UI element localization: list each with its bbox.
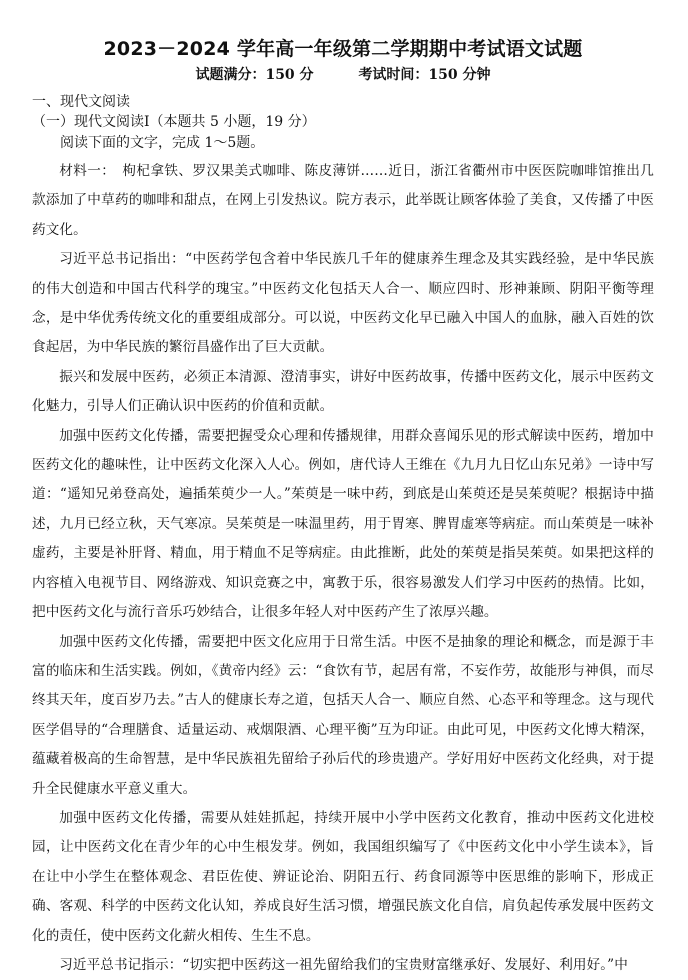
reading-passage: [32, 157, 654, 980]
score-info: 试题满分：150 分: [195, 67, 314, 83]
passage-paragraph: 加强中医药文化传播，需要把握受众心理和传播规律，用群众喜闻乐见的形式解读中医药，增加中医药文化的趣味性，让中医药文化深入人心。例如，唐代诗人王维在《九月九日忆山东兄弟》一诗中写道：“遥知兄弟登高处，遍插茱萸少一人。”茱萸是一味中药，到底是山茱萸还是吴茱萸呢？根据诗中描述，九月已经立秋，天气寒凉。吴茱萸是一味温里药，用于胃寒、脾胃虚寒等病症。而山茱萸是一味补虚药，主要是补肝肾、精血，用于精血不足等病症。由此推断，此处的茱萸是指吴茱萸。如果把这样的内容植入电视节目、网络游戏、知识竞赛之中，寓教于乐，很容易激发人们学习中医药的热情。比如，把中医药文化与流行音乐巧妙结合，让很多年轻人对中医药产生了浓厚兴趣。: [32, 427, 654, 621]
section-heading: 一、现代文阅读: [32, 94, 130, 110]
passage-paragraph: 加强中医药文化传播，需要把中医文化应用于日常生活。中医不是抽象的理论和概念，而是源于丰富的临床和生活实践。例如，《黄帝内经》云：“食饮有节，起居有常，不妄作劳，故能形与神俱，而尽终其天年，度百岁乃去。”古人的健康长寿之道，包括天人合一、顺应自然、心态平和等理念。这与现代医学倡导的“合理膳食、适量运动、戒烟限酒、心理平衡”互为印证。由此可见，中医药文化博大精深，蕴藏着极高的生命智慧，是中华民族祖先留给子孙后代的珍贵遗产。学好用好中医药文化经典，对于提升全民健康水平意义重大。: [32, 633, 654, 797]
passage-paragraph: 振兴和发展中医药，必须正本清源、澄清事实，讲好中医药故事，传播中医药文化，展示中医药文化魅力，引导人们正确认识中医药的价值和贡献。: [32, 368, 654, 415]
reading-instruction: 阅读下面的文字，完成 1～5题。: [60, 135, 265, 151]
exam-info: [32, 64, 654, 86]
section-subheading: （一）现代文阅读Ⅰ（本题共 5 小题，19 分）: [32, 114, 316, 130]
exam-title: 2023－2024 学年高一年级第二学期期中考试语文试题: [103, 38, 583, 60]
time-info: 考试时间：150 分钟: [358, 67, 491, 83]
passage-paragraph: 习近平总书记指出：“中医药学包含着中华民族几千年的健康养生理念及其实践经验，是中华民族的伟大创造和中国古代科学的瑰宝。”中医药文化包括天人合一、顺应四时、形神兼顾、阴阳平衡等理念，是中华优秀传统文化的重要组成部分。可以说，中医药文化早已融入中国人的血脉，融入百姓的饮食起居，为中华民族的繁衍昌盛作出了巨大贡献。: [32, 251, 654, 356]
passage-paragraph: 习近平总书记指示：“切实把中医药这一祖先留给我们的宝贵财富继承好、发展好、利用好。”中: [59, 956, 628, 973]
passage-paragraph: 材料一： 枸杞拿铁、罗汉果美式咖啡、陈皮薄饼……近日，浙江省衢州市中医医院咖啡馆推出几款添加了中草药的咖啡和甜点，在网上引发热议。院方表示，此举既让顾客体验了美食，又传播了中医药文化。: [32, 163, 654, 238]
passage-paragraph: 加强中医药文化传播，需要从娃娃抓起，持续开展中小学中医药文化教育，推动中医药文化进校园，让中医药文化在青少年的心中生根发芽。例如，我国组织编写了《中医药文化中小学生读本》，旨在让中小学生在整体观念、君臣佐使、辨证论治、阴阳五行、药食同源等中医思维的影响下，形成正确、客观、科学的中医药文化认知，养成良好生活习惯，增强民族文化自信，肩负起传承发展中医药文化的责任，使中医药文化薪火相传、生生不息。: [32, 809, 654, 944]
